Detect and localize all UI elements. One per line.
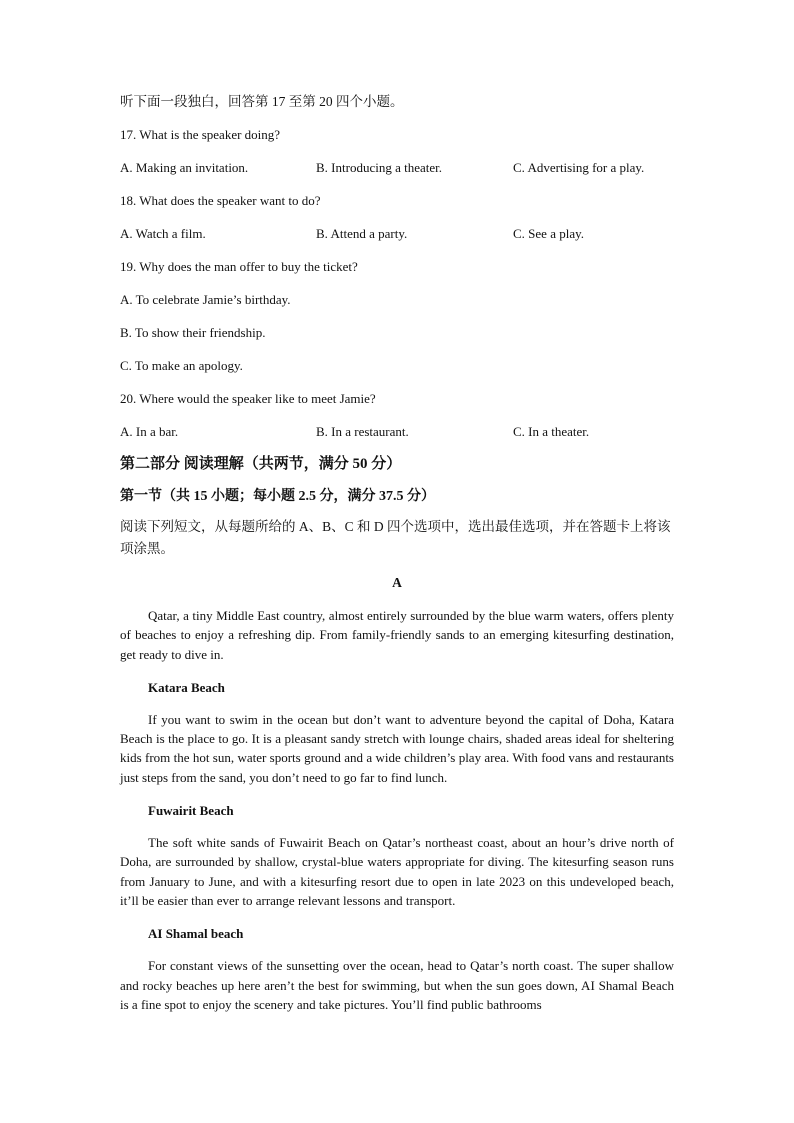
option-a: A. In a bar. [120,424,179,439]
question-17-options [120,160,674,176]
question-18-options [120,226,674,242]
beach-heading: AI Shamal beach [148,926,244,942]
beach-paragraph: The soft white sands of Fuwairit Beach on Qatar’s northeast coast, about an hour’s drive north of Doha, are surrounded by shallow, crystal-blue waters appropriate for diving. The kitesurfing season runs from January to June, and with a kitesurfing resort due to open in late 2023 on this undeveloped beach, it’ll be easier than ever to arrange relevant lessons and transport. [120,835,674,908]
listening-instruction: 听下面一段独白，回答第 17 至第 20 四个小题。 [120,94,404,109]
option-c: C. In a theater. [513,424,590,439]
beach-heading: Katara Beach [148,679,225,695]
beach-paragraph: If you want to swim in the ocean but don’t want to adventure beyond the capital of Doha, Katara Beach is the place to go. It is a pleasant sandy stretch with lounge chairs, shaded areas ideal for sheltering kids from the hot sun, water sports ground and a wide children’s play area. With food vans and restaurants just steps from the sand, you don’t need to go far to find lunch. [120,711,674,785]
section-title: 第一节（共 15 小题；每小题 2.5 分，满分 37.5 分） [120,489,435,504]
exam-page [120,94,674,1014]
part-title: 第二部分 阅读理解（共两节，满分 50 分） [120,456,402,472]
question-17: 17. What is the speaker doing? [120,127,281,142]
beach-heading: Fuwairit Beach [148,803,234,819]
option-a: A. Making an invitation. [120,160,249,175]
option-b: B. Attend a party. [316,226,408,241]
passage-label: A [392,575,402,590]
option-b: B. Introducing a theater. [316,160,442,175]
question-20: 20. Where would the speaker like to meet Jamie? [120,391,376,406]
intro-paragraph: Qatar, a tiny Middle East country, almost entirely surrounded by the blue warm waters, offers plenty of beaches to enjoy a refreshing dip. From family-friendly sands to an emerging kitesurfing destination, get ready to dive in. [120,608,674,662]
option-b: B. To show their friendship. [120,325,266,340]
option-b: B. In a restaurant. [316,424,409,439]
option-c: C. To make an apology. [120,358,243,373]
question-19: 19. Why does the man offer to buy the ticket? [120,259,358,274]
question-20-options [120,424,674,440]
option-c: C. Advertising for a play. [513,160,645,175]
option-a: A. Watch a film. [120,226,206,241]
option-a: A. To celebrate Jamie’s birthday. [120,292,291,307]
option-c: C. See a play. [513,226,584,241]
beach-paragraph: For constant views of the sunsetting over the ocean, head to Qatar’s north coast. The super shallow and rocky beaches up here aren’t the best for swimming, but when the sun goes down, AI Shamal Beach is a fine spot to enjoy the scenery and take pictures. You’ll find public bathrooms [120,958,674,1012]
reading-instruction: 阅读下列短文，从每题所给的 A、B、C 和 D 四个选项中，选出最佳选项，并在答题卡上将该项涂黑。 [120,519,671,556]
question-18: 18. What does the speaker want to do? [120,193,321,208]
